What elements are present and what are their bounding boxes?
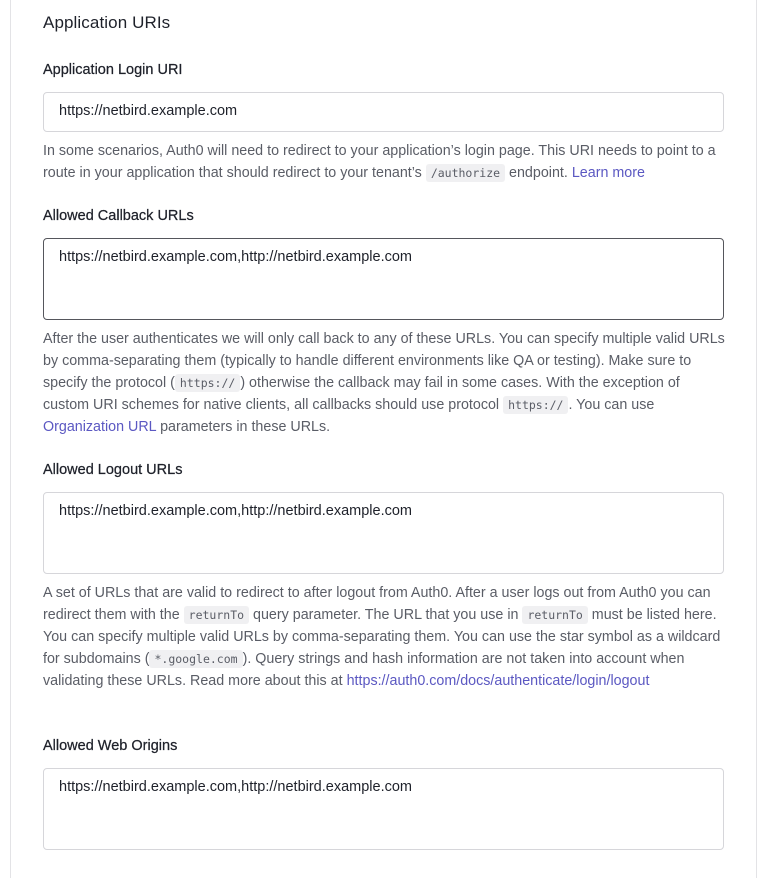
help-text: A set of URLs that are valid to redirect to after logout from Auth0. After a user logs out from Auth0 you can redirect them with the	[43, 585, 711, 623]
section-title: Application URIs	[43, 13, 171, 32]
help-text: After the user authenticates we will only call back to any of these URLs. You can specify multiple valid URLs by comma-separating them (typically to handle different environments like QA or testing). Make sure to specify the protocol (	[43, 331, 725, 391]
organization-url-link[interactable]: Organization URL	[43, 419, 157, 435]
callback-urls-label: Allowed Callback URLs	[43, 208, 194, 224]
application-uris-card	[10, 0, 757, 878]
inline-code: /authorize	[426, 164, 505, 182]
logout-docs-link[interactable]: https://auth0.com/docs/authenticate/login/logout	[346, 673, 650, 689]
help-text: ) otherwise the callback may fail in some cases. With the exception of custom URI schemes for native clients, all callbacks should use protocol	[43, 375, 680, 413]
callback-urls-textarea[interactable]: https://netbird.example.com,http://netbird.example.com	[43, 238, 724, 320]
callback-urls-help	[43, 328, 726, 438]
help-text: parameters in these URLs.	[156, 419, 331, 435]
login-uri-label: Application Login URI	[43, 62, 183, 78]
inline-code: https://	[175, 374, 240, 392]
login-uri-input[interactable]: https://netbird.example.com	[43, 92, 724, 132]
help-text: ). Query strings and hash information are not taken into account when validating these URLs. Read more about this at	[43, 651, 685, 689]
help-text: In some scenarios, Auth0 will need to redirect to your application’s login page. This URI needs to point to a route in your application that should redirect to your tenant’s	[43, 143, 716, 181]
help-text: . You can use	[568, 397, 655, 413]
logout-urls-label: Allowed Logout URLs	[43, 462, 183, 478]
logout-urls-textarea[interactable]: https://netbird.example.com,http://netbird.example.com	[43, 492, 724, 574]
logout-urls-help	[43, 582, 726, 692]
help-text: must be listed here. You can specify multiple valid URLs by comma-separating them. You can use the star symbol as a wildcard for subdomains (	[43, 607, 721, 667]
help-text: query parameter. The URL that you use in	[249, 607, 523, 623]
inline-code: returnTo	[184, 606, 249, 624]
web-origins-label: Allowed Web Origins	[43, 738, 178, 754]
inline-code: returnTo	[522, 606, 587, 624]
learn-more-link[interactable]: Learn more	[571, 165, 645, 181]
login-uri-help	[43, 140, 726, 184]
web-origins-textarea[interactable]: https://netbird.example.com,http://netbird.example.com	[43, 768, 724, 850]
inline-code: https://	[503, 396, 568, 414]
inline-code: *.google.com	[149, 650, 242, 668]
help-text: endpoint.	[505, 165, 572, 181]
